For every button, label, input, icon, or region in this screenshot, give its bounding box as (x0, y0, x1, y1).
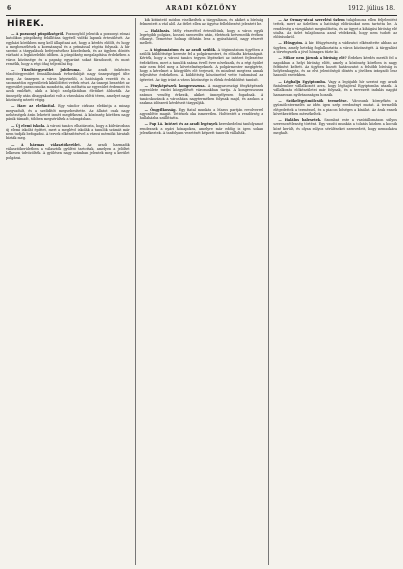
page-number: 6 (7, 5, 12, 12)
article (6, 143, 130, 160)
article-body: Az aradi önkéntes tűzoltóegyesület fennállásának évfordulóját nagy ünnepséggel ülte meg. Az ünnepen a város képviselői, a hatóságok vezetői és a szomszédos egyesületek kiküldöttei vettek részt. Az ünnepi beszédet az egyesület parancsnoka mondotta, aki méltatta az egyesület érdemeit és azok emlékét, akik a közjó szolgálatában életüket áldozták. Az ünnepély után díszgyakorlat volt a városháza előtti téren, amelyet nagy közönség nézett végig. (6, 68, 130, 102)
article-body: kereskedelmi tanfolyamot rendeznek a nyári hónapokra, amelyre már eddig is igen sokan jelentkeztek. A tanfolyam vezetését képzett tanerők vállalták. (139, 122, 264, 135)
article (273, 18, 397, 39)
article-headline: — Elüsgyóm. (278, 41, 304, 46)
article-headline: — Pap Lá. Intézet és az aradi legények (144, 122, 218, 127)
article (273, 80, 397, 97)
article (140, 48, 264, 82)
article (273, 118, 397, 135)
article (140, 84, 264, 105)
article-body: Az aradi harmadik választókerületben a választók gyűlést tartottak, amelyen a jelöltet lelkesen üdvözölték. A gyűlésen nagy számban jelentek meg a kerület polgárai. (6, 142, 130, 160)
column-2 (135, 18, 264, 565)
article-body: Egy vándor cirkusz elefántja a minap megvadult, és a szelídítőt megsebesítette. Az állatot csak nagy nehézségek árán lehetett ismét megfékezni. A közönség körében nagy pánik támadt, többen megsérültek a tolongásban. (6, 104, 130, 122)
article-body: A kir. főügyészség a vádiratot elkészítette abban az ügyben, amely hetekig foglalkoztatta a város közönségét. A tárgyalást a törvényszék a jövő hónapra tűzte ki. (273, 41, 398, 54)
article-headline: — Halálozás. (144, 28, 171, 33)
article-headline: — Öngyilkosság. (144, 107, 177, 112)
article-body: Érdekes kérdés merült fel a napokban a helyi bíróság előtt, amely a közönség körében is nagy feltűnést keltett. Az ügyben hozott határozatot a felsőbb bíróság is helybenhagyta, és az elvi jelentőségű döntés a jövőben irányadó lesz hasonló esetekben. (273, 56, 398, 78)
paper-name: ARADI KÖZLÖNY (165, 5, 238, 12)
article-headline: — A pozsonyi püspökségről. (11, 32, 65, 36)
article (6, 68, 130, 102)
article (273, 99, 397, 116)
article-body: Egy fiatal munkás a Maros partján revolverrel agyonlőtte magát. Tettének oka ismeretlen. Holttestét a rendőrség a hullaházba szállíttatta. (139, 107, 264, 120)
article-body: Vagy a legújabb hír szerint egy aradi fiatalember vállalkozott arra, hogy léghajóval Egyiptomba utazik. A vállalkozás előkészületei már folynak, és a tervezett indulás napját hamarosan nyilvánosságra hozzák. (273, 79, 398, 97)
article-headline: — Tűzoltóegyesület jubileuma. (11, 68, 81, 73)
article-body: tulajdonosa ellen feljelentést tettek, mert az üzletben a hatósági előírásokat nem tartotta be. A rendőrség a vizsgálatot megindította, és az ügyet a kihágási bíróság elé utalta. Az üzlet tulajdonosa azzal védekezik, hogy nem tudott az előírásokról. (273, 18, 398, 39)
column-3 (268, 18, 397, 565)
article-body: A városi tanács elhatározta, hogy a külvárosban új elemi iskolát építtet, mert a meglévő iskolák a tanulók számát már nem tudják befogadni. A tervek elkészítésével a városi mérnöki hivatalt bízták meg. (6, 123, 130, 141)
article-headline: — Fényképészek kongresszusa. (144, 84, 206, 89)
article (140, 18, 264, 27)
article-body: kik kitüntető módon viselkedtek a tárgyaláson, és akiket a bíróság felmentett a vád alól. Az ítélet ellen az ügyész fellebbezést jelentett be. (139, 18, 264, 27)
article-headline: — Az Ormay-utcai szerelési üzlem (278, 18, 345, 22)
article (140, 122, 264, 135)
article-headline: — Harc az elefánttal. (11, 104, 56, 109)
newspaper-page (6, 4, 397, 565)
article-body: Pozsonyból jelentik a pozsonyi római katolikus püspökség felállítása ügyéről vidéki lapunk értesülését. Az egyházi körökben meg kell állapítani azt, hogy a kérdés eldőlt, és hogy a megbeszélések a kormánnyal és a prímással régóta folynak. A hír szerint a tárgyalások befejezéséhez közelednek, és az ügyben döntés várható a legközelebbi időben. A püspökség megalapítása érdekében a város közönsége és a papság egyaránt sokat fáradozott, és most remélik, hogy a régi óhaj teljesülni fog. (6, 32, 130, 66)
article-headline: — Mikor nem járunk a bíróság elé? (278, 56, 347, 61)
article (273, 56, 397, 77)
article (6, 32, 130, 66)
masthead-rule (6, 15, 397, 16)
section-title: HÍREK. (7, 19, 45, 29)
article-body: A magyarországi fényképészek egyesülete ezidei közgyűlését városunkban tartja. A kongresszusra számos vendég érkezik, akiket ünnepélyesen fogadnak. A tanácskozások a városháza nagytermében folynak majd, és azokon a szakma időszerű kérdéseit tárgyalják. (139, 84, 264, 106)
article (140, 29, 264, 46)
article-headline: — Halálos balesetek. (278, 118, 322, 123)
column-1 (6, 18, 130, 565)
article-headline: — A tógimnázium és az aradi szülők. (144, 47, 217, 52)
article-headline: — Szőkelégyümölcsök termelése. (278, 99, 348, 103)
article-body: Szombat este a vasútállomáson súlyos szerencsétlenség történt. Egy vasúti munkás a tolatás közben a kocsik közé került, és olyan súlyos sérüléseket szenvedett, hogy nemsokára meghalt. (273, 118, 398, 135)
article-headline: — A hármas választókerület. (11, 142, 81, 147)
column-container (6, 18, 397, 565)
article (6, 104, 130, 121)
article-headline: — Új elemi iskola. (11, 123, 46, 128)
article-body: A tógimnázium ügyében a szülők küldöttsége kereste fel a polgármestert, és előadta kívánságait. Kérték, hogy a városi tanács tegyen lépéseket az intézet fejlesztése érdekében, mert a tanulók száma évről évre növekszik, és a régi épület már nem felel meg a követelményeknek. A polgármester megígérte, hogy a kérelmet a közgyűlés elé terjeszti, és mindent megtesz annak teljesítése érdekében. A küldöttség köszönettel vette tudomásul az ígéretet. Az ügy iránt a város közönsége is élénk érdeklődést tanúsít. (139, 47, 264, 82)
article-headline: — Légbalju Egyiptomba. (278, 79, 327, 84)
article (140, 108, 264, 121)
article (273, 41, 397, 54)
article-body: Városunk környékén a gyümölcstermelés az idén igen szép eredményt mutat. A termelők elégedettek a terméssel, és a piacon bőséges a kínálat. Az árak ennek következtében mérsékeltek. (273, 99, 398, 116)
masthead (6, 4, 397, 14)
article-body: Mély részvéttel értesültünk, hogy a város egyik legrégibb polgára, hosszú szenvedés után, életének hetvenedik évében elhunyt. Temetése holnap délután lesz a gyászháztól, nagy részvét mellett. (139, 28, 264, 46)
issue-date: 1912. július 18. (347, 5, 395, 12)
article (6, 124, 130, 141)
